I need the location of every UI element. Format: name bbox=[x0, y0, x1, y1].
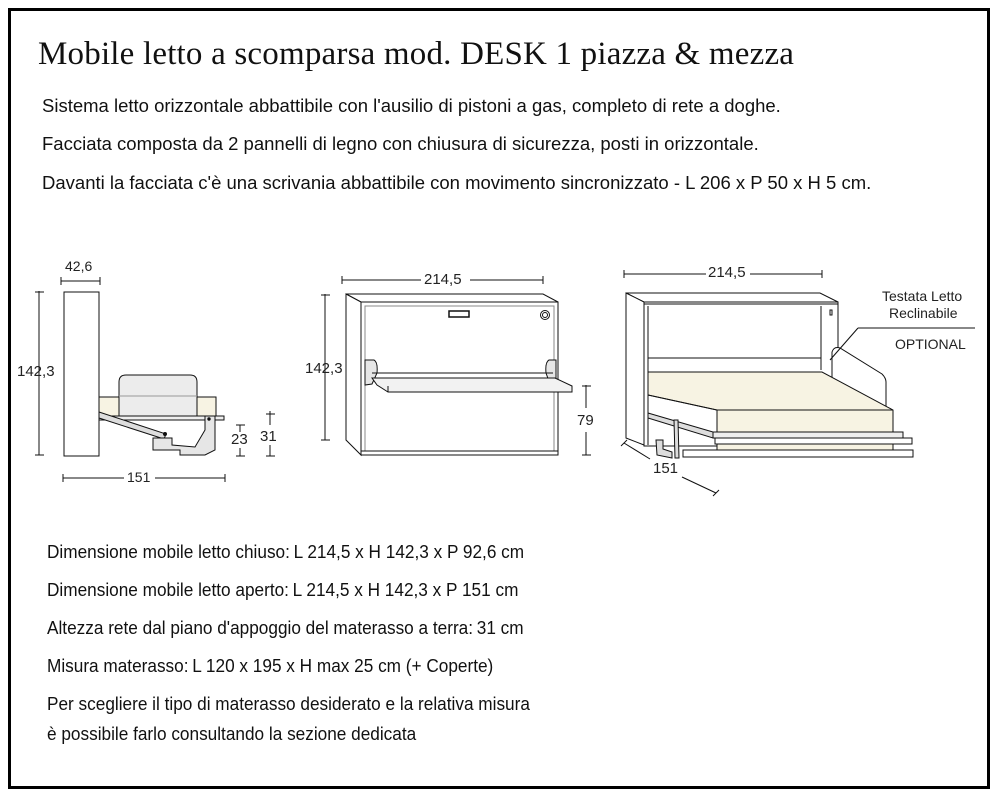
dim-side-depth-closed: 42,6 bbox=[65, 258, 93, 274]
description-line-3: Davanti la facciata c'è una scrivania abbattibile con movimento sincronizzato - L 206 x P 50 x H 5 cm. bbox=[42, 172, 872, 193]
front-view-drawing bbox=[321, 276, 591, 455]
headboard-label-line2: Reclinabile bbox=[889, 305, 958, 321]
spec-label: Misura materasso: bbox=[47, 655, 189, 676]
dim-open-depth: 151 bbox=[653, 460, 679, 477]
dim-side-mattress-height: 31 bbox=[260, 428, 277, 445]
dim-front-height: 142,3 bbox=[305, 360, 343, 377]
side-view-drawing bbox=[35, 277, 275, 482]
spec-label: Altezza rete dal piano d'appoggio del materasso a terra: bbox=[47, 617, 474, 638]
spec-value: L 120 x 195 x H max 25 cm (+ Coperte) bbox=[192, 655, 494, 676]
description-line-1: Sistema letto orizzontale abbattibile con l'ausilio di pistoni a gas, completo di rete a doghe. bbox=[42, 95, 781, 116]
dim-desk-height: 79 bbox=[577, 412, 594, 429]
dim-open-width: 214,5 bbox=[708, 264, 746, 281]
description-line-2: Facciata composta da 2 pannelli di legno con chiusura di sicurezza, posti in orizzontale. bbox=[42, 133, 759, 154]
spec-value: L 214,5 x H 142,3 x P 92,6 cm bbox=[293, 541, 525, 562]
spec-net-height bbox=[47, 617, 524, 639]
dim-side-depth-open: 151 bbox=[127, 469, 151, 485]
note-line-1: Per scegliere il tipo di materasso desiderato e la relativa misura bbox=[47, 693, 530, 714]
spec-value: 31 cm bbox=[476, 617, 524, 638]
note-line-2: è possibile farlo consultando la sezione dedicata bbox=[47, 723, 417, 744]
dim-side-height: 142,3 bbox=[17, 363, 55, 380]
optional-label: OPTIONAL bbox=[895, 336, 966, 352]
spec-label: Dimensione mobile letto aperto: bbox=[47, 579, 289, 600]
dim-front-width: 214,5 bbox=[424, 271, 462, 288]
spec-label: Dimensione mobile letto chiuso: bbox=[47, 541, 290, 562]
spec-mattress-size bbox=[47, 655, 493, 677]
spec-closed-dimensions bbox=[47, 541, 524, 563]
dim-side-net-height: 23 bbox=[231, 431, 248, 448]
headboard-label-line1: Testata Letto bbox=[882, 288, 963, 304]
page-title: Mobile letto a scomparsa mod. DESK 1 piazza & mezza bbox=[38, 36, 795, 72]
spec-open-dimensions bbox=[47, 579, 518, 601]
spec-value: L 214,5 x H 142,3 x P 151 cm bbox=[292, 579, 519, 600]
